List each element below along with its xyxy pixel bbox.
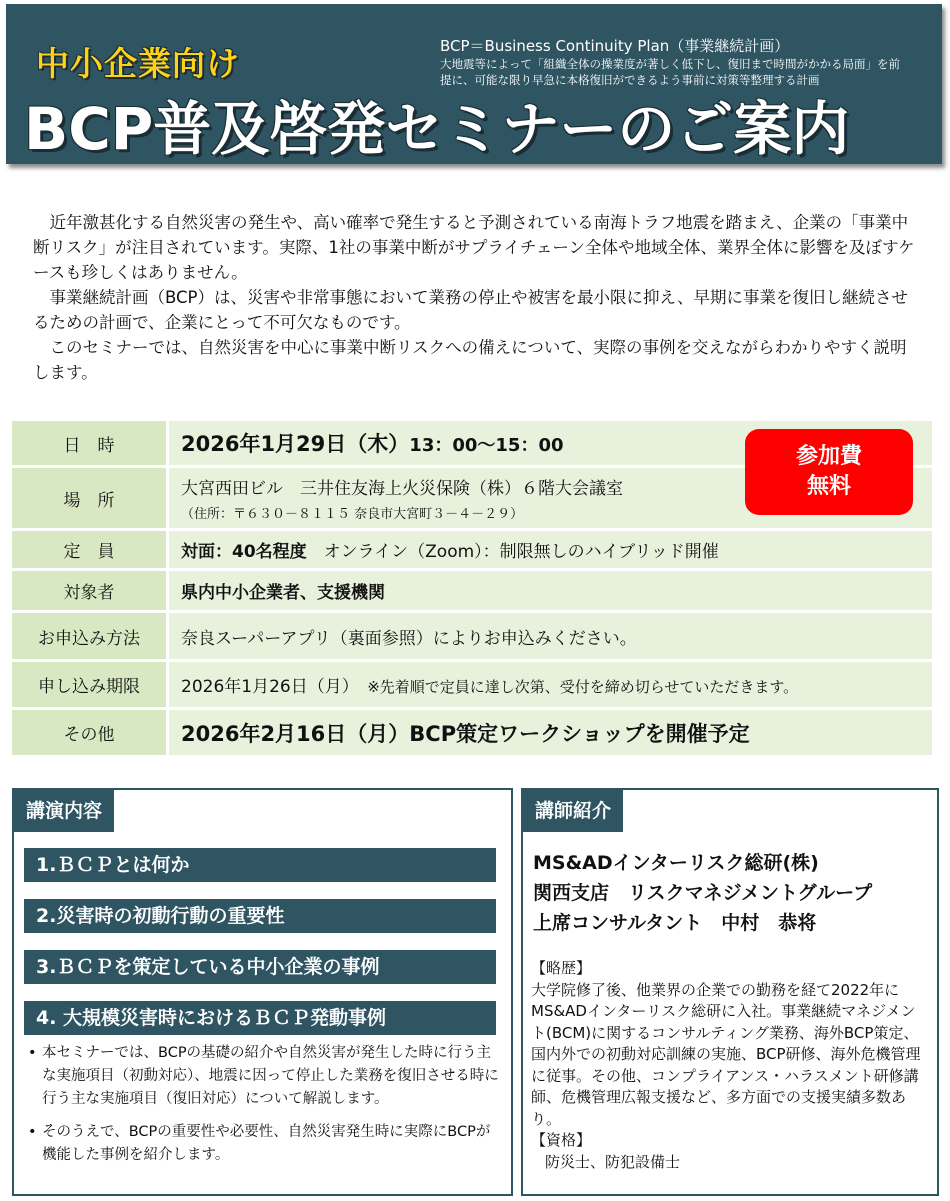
deadline-date: 2026年1月26日（月） — [181, 677, 351, 697]
speaker-profile — [531, 958, 927, 1173]
info-row-deadline — [12, 662, 932, 707]
other-text: 2026年2月16日（月）BCP策定ワークショップを開催予定 — [181, 721, 750, 746]
speaker-department: 関西支店 リスクマネジメントグループ — [533, 882, 873, 904]
lecture-topic-3: 3.ＢＣＰを策定している中小企業の事例 — [24, 950, 496, 984]
career-text: 大学院修了後、他業界の企業での勤務を経て2022年にMS&ADインターリスク総研に入社。事業継続マネジメント(BCM)に関するコンサルティング業務、海外BCP策定、国内外での初動対応訓練の実施、BCP研修、海外危機管理に従事。その他、コンプライアンス・ハラスメント研修講師、危機管理広報支援など、多方面での支援実績多数あり。 — [531, 980, 921, 1128]
lecture-bullet-1 — [28, 1042, 503, 1111]
info-row-target — [12, 571, 932, 610]
capacity-online: オンライン（Zoom）：制限無しのハイブリッド開催 — [323, 542, 719, 562]
speaker-heading: 講師紹介 — [523, 790, 623, 832]
lecture-bullet-1-text: 本セミナーでは、BCPの基礎の紹介や自然災害が発生した時に行う主な実施項目（初動対応）、地震に因って停止した業務を復旧させる時に行う主な実施項目（復旧対応）について解説します。 — [42, 1045, 499, 1107]
capacity-in-person: 対面：40名程度 — [181, 542, 307, 562]
deadline-label: 申し込み期限 — [12, 662, 166, 707]
lecture-bullet-2-text: そのうえで、BCPの重要性や必要性、自然災害発生時に実際にBCPが機能した事例を紹介します。 — [42, 1124, 491, 1163]
apply-method-value — [169, 613, 932, 659]
lecture-topic-1: 1.ＢＣＰとは何か — [24, 848, 496, 882]
speaker-box — [521, 788, 939, 1196]
intro-paragraph-2: 事業継続計画（BCP）は、災害や非常事態において業務の停止や被害を最小限に抑え、早期に事業を復旧し継続させるための計画で、企業にとって不可欠なものです。 — [33, 288, 908, 332]
lecture-content-box — [12, 788, 513, 1196]
apply-method-text: 奈良スーパーアプリ（裏面参照）によりお申込みください。 — [181, 628, 637, 649]
fee-value: 無料 — [806, 474, 851, 499]
deadline-value — [169, 662, 932, 707]
capacity-value — [169, 531, 932, 568]
target-text: 県内中小企業者、支援機関 — [181, 583, 385, 603]
target-value — [169, 571, 932, 610]
bcp-definition-line1: BCP＝Business Continuity Plan（事業継続計画） — [440, 37, 790, 55]
lecture-description — [28, 1042, 503, 1177]
seminar-info-table — [12, 421, 932, 758]
qualification-heading: 【資格】 — [531, 1131, 592, 1149]
speaker-name-block — [533, 848, 872, 938]
lecture-topic-list — [24, 848, 496, 1052]
info-row-other — [12, 710, 932, 755]
deadline-note: ※先着順で定員に達し次第、受付を締め切らせていただきます。 — [367, 678, 799, 696]
bullet-dot-icon: • — [28, 1124, 37, 1140]
other-value — [169, 710, 932, 755]
date-time: 13：00～15：00 — [409, 435, 564, 456]
page-title: BCP普及啓発セミナーのご案内 — [24, 95, 850, 163]
lecture-heading: 講演内容 — [14, 790, 114, 832]
lecture-topic-4: 4. 大規模災害時におけるＢＣＰ発動事例 — [24, 1001, 496, 1035]
other-label: その他 — [12, 710, 166, 755]
target-audience-subtitle: 中小企業向け — [36, 44, 240, 83]
date-main: 2026年1月29日（木） — [181, 432, 410, 456]
header-banner — [6, 4, 942, 164]
qualification-text: 防災士、防犯設備士 — [545, 1152, 681, 1171]
apply-method-label: お申込み方法 — [12, 613, 166, 659]
info-row-capacity — [12, 531, 932, 568]
participation-fee-badge — [745, 429, 913, 515]
intro-text — [33, 210, 918, 385]
bcp-definition — [440, 36, 940, 88]
speaker-name: 上席コンサルタント 中村 恭将 — [533, 912, 817, 934]
date-label: 日 時 — [12, 421, 166, 465]
fee-label: 参加費 — [795, 444, 862, 469]
capacity-label: 定 員 — [12, 531, 166, 568]
lecture-bullet-2 — [28, 1121, 503, 1167]
career-heading: 【略歴】 — [531, 959, 592, 977]
venue-label: 場 所 — [12, 468, 166, 528]
bullet-dot-icon: • — [28, 1045, 37, 1061]
venue-address: （住所：〒６３０－８１１５ 奈良市大宮町３－４－２９） — [181, 507, 524, 522]
speaker-company: MS&ADインターリスク総研(株) — [533, 852, 819, 874]
bcp-definition-line2: 大地震等によって「組織全体の操業度が著しく低下し、復旧まで時間がかかる局面」を前 — [440, 57, 900, 71]
bcp-definition-line3: 提に、可能な限り早急に本格復旧ができるよう事前に対策等整理する計画 — [440, 73, 820, 87]
info-row-apply-method — [12, 613, 932, 659]
intro-paragraph-3: このセミナーでは、自然災害を中心に事業中断リスクへの備えについて、実際の事例を交えながらわかりやすく説明します。 — [33, 338, 907, 382]
target-label: 対象者 — [12, 571, 166, 610]
venue-main: 大宮西田ビル 三井住友海上火災保険（株）６階大会議室 — [181, 479, 623, 499]
lecture-topic-2: 2.災害時の初動行動の重要性 — [24, 899, 496, 933]
intro-paragraph-1: 近年激甚化する自然災害の発生や、高い確率で発生すると予測されている南海トラフ地震を踏まえ、企業の「事業中断リスク」が注目されています。実際、1社の事業中断がサプライチェーン全体や地域全体、業界全体に影響を及ぼすケースも珍しくはありません。 — [33, 213, 915, 282]
